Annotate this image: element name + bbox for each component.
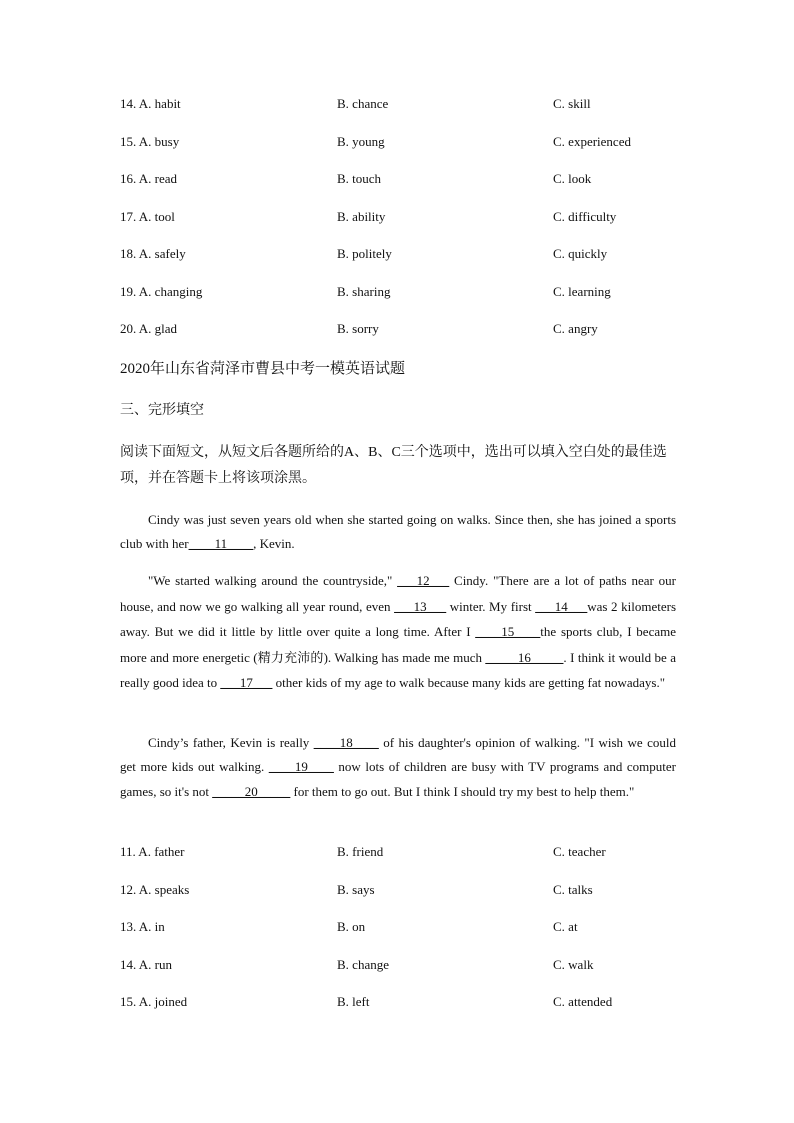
passage-text: of his daughter's opinion of walking. "I wish we could get more kids out walking.: [120, 735, 676, 775]
passage-text: winter. My first: [446, 598, 536, 614]
option-b: B. touch: [337, 171, 382, 186]
blank-16: _____16_____: [485, 649, 564, 665]
passage-text: . I think it would be a really good idea to: [120, 649, 676, 691]
option-b: B. chance: [337, 96, 389, 111]
passage-text: Cindy’s father, Kevin is really: [148, 735, 314, 750]
option-row: [0, 992, 794, 1012]
option-b: B. sorry: [337, 321, 379, 336]
option-c: C. attended: [553, 994, 613, 1009]
option-row: [0, 132, 794, 152]
blank-18: ____18____: [313, 735, 379, 750]
option-a: 15. A. joined: [120, 994, 188, 1009]
option-b: B. friend: [337, 844, 384, 859]
option-a: 12. A. speaks: [120, 882, 190, 897]
option-c: C. angry: [553, 321, 598, 336]
passage-text: "We started walking around the countryside,": [148, 573, 398, 588]
option-c: C. teacher: [553, 844, 606, 859]
option-row: [0, 169, 794, 189]
passage-text: other kids of my age to walk because many kids are getting fat nowadays.": [272, 675, 666, 691]
option-b: B. change: [337, 957, 389, 972]
option-a: 14. A. run: [120, 957, 172, 972]
option-row: [0, 244, 794, 264]
blank-13: ___13___: [394, 598, 447, 614]
option-b: B. ability: [337, 209, 386, 224]
option-row: [0, 917, 794, 937]
passage-text: for them to go out. But I think I should try my best to help them.": [290, 783, 635, 799]
option-a: 15. A. busy: [120, 134, 180, 149]
option-a: 17. A. tool: [120, 209, 175, 224]
passage-text: Cindy. "There are a lot of paths near our house, and now we go walking all year round, even: [120, 573, 677, 614]
blank-19: ____19____: [268, 759, 334, 775]
option-row: [0, 319, 794, 339]
option-c: C. walk: [553, 957, 594, 972]
option-c: C. quickly: [553, 246, 608, 261]
option-a: 18. A. safely: [120, 246, 186, 261]
blank-14: ___14___: [535, 598, 588, 614]
blank-11: ____11____: [188, 536, 254, 551]
passage-text: the sports club, I became more and more energetic (精力充沛的). Walking has made me much: [120, 624, 676, 665]
option-c: C. difficulty: [553, 209, 617, 224]
option-a: 19. A. changing: [120, 284, 203, 299]
option-b: B. young: [337, 134, 385, 149]
section-title: 三、完形填空: [120, 403, 204, 418]
option-a: 16. A. read: [120, 171, 178, 186]
option-a: 14. A. habit: [120, 96, 181, 111]
option-a: 20. A. glad: [120, 321, 178, 336]
exam-title: 2020年山东省菏泽市曹县中考一模英语试题: [120, 361, 406, 377]
passage-text: now lots of children are busy with TV programs and computer games, so it's not: [120, 759, 676, 799]
option-row: [0, 880, 794, 900]
option-a: 13. A. in: [120, 919, 165, 934]
option-b: B. politely: [337, 246, 392, 261]
passage-paragraph-3: [120, 731, 676, 804]
option-b: B. on: [337, 919, 366, 934]
option-b: B. sharing: [337, 284, 391, 299]
option-row: [0, 94, 794, 114]
passage-text: was 2 kilometers away. But we did it little by little over quite a long time. After I: [120, 598, 677, 640]
passage-text: , Kevin.: [253, 536, 295, 551]
option-b: B. says: [337, 882, 375, 897]
passage-text: Cindy was just seven years old when she started going on walks. Since then, she has joined a sports club with her: [120, 512, 676, 551]
option-row: [0, 955, 794, 975]
blank-17: ___17___: [220, 675, 273, 691]
option-a: 11. A. father: [120, 844, 185, 859]
option-b: B. left: [337, 994, 370, 1009]
option-c: C. at: [553, 919, 578, 934]
blank-20: _____20_____: [212, 783, 291, 799]
blank-15: ____15____: [475, 624, 541, 640]
blank-12: ___12___: [397, 573, 450, 588]
instruction-text: 阅读下面短文，从短文后各题所给的A、B、C三个选项中，选出可以填入空白处的最佳选项，并在答题卡上将该项涂黑。: [120, 445, 667, 486]
option-c: C. skill: [553, 96, 591, 111]
passage-paragraph-1: [120, 508, 676, 556]
option-c: C. talks: [553, 882, 593, 897]
option-row: [0, 842, 794, 862]
option-row: [0, 282, 794, 302]
option-c: C. experienced: [553, 134, 631, 149]
option-c: C. look: [553, 171, 592, 186]
option-row: [0, 207, 794, 227]
option-c: C. learning: [553, 284, 611, 299]
passage-paragraph-2: [120, 568, 676, 696]
